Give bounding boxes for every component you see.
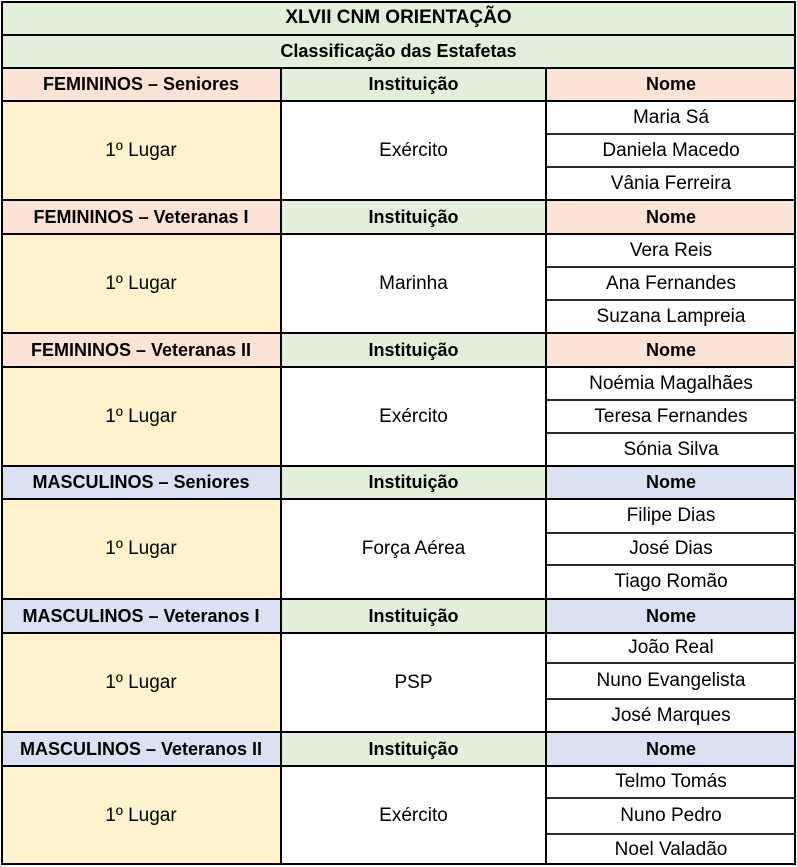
institution-header: Instituição [281, 200, 546, 234]
grid-line [546, 662, 796, 664]
grid-line [546, 266, 796, 268]
table-subtitle: Classificação das Estafetas [1, 35, 796, 68]
place-cell: 1º Lugar [1, 766, 281, 865]
name-header: Nome [546, 466, 796, 499]
grid-line [1, 465, 796, 467]
table-border-left [1, 1, 3, 865]
grid-line [1, 100, 796, 102]
athlete-name: Vera Reis [546, 234, 796, 267]
athlete-name: Filipe Dias [546, 499, 796, 533]
grid-line [1, 498, 796, 500]
results-table [1, 1, 796, 865]
athlete-name: Telmo Tomás [546, 766, 796, 798]
institution-cell: Exército [281, 101, 546, 200]
grid-line [1, 632, 796, 634]
grid-line [546, 166, 796, 168]
athlete-name: Nuno Evangelista [546, 663, 796, 699]
athlete-name: Vânia Ferreira [546, 167, 796, 200]
institution-header: Instituição [281, 599, 546, 633]
grid-line [546, 833, 796, 835]
grid-line [546, 797, 796, 799]
category-header: FEMININOS – Veteranas I [1, 200, 281, 234]
institution-cell: Força Aérea [281, 499, 546, 599]
place-cell: 1º Lugar [1, 101, 281, 200]
institution-header: Instituição [281, 68, 546, 101]
name-header: Nome [546, 68, 796, 101]
place-cell: 1º Lugar [1, 499, 281, 599]
athlete-name: João Real [546, 633, 796, 663]
institution-header: Instituição [281, 333, 546, 367]
table-title: XLVII CNM ORIENTAÇÃO [1, 1, 796, 35]
grid-line [280, 67, 282, 865]
athlete-name: Maria Sá [546, 101, 796, 134]
athlete-name: Daniela Macedo [546, 134, 796, 167]
grid-line [545, 67, 547, 865]
institution-header: Instituição [281, 732, 546, 766]
institution-cell: Exército [281, 766, 546, 865]
athlete-name: Suzana Lampreia [546, 300, 796, 333]
grid-line [1, 199, 796, 201]
name-header: Nome [546, 732, 796, 766]
institution-header: Instituição [281, 466, 546, 499]
athlete-name: Noel Valadão [546, 834, 796, 865]
grid-line [1, 765, 796, 767]
grid-line [1, 598, 796, 600]
grid-line [1, 731, 796, 733]
athlete-name: Nuno Pedro [546, 798, 796, 834]
grid-line [546, 698, 796, 700]
athlete-name: Sónia Silva [546, 433, 796, 466]
table-border-bottom [1, 863, 796, 865]
grid-line [1, 332, 796, 334]
place-cell: 1º Lugar [1, 234, 281, 333]
grid-line [546, 299, 796, 301]
place-cell: 1º Lugar [1, 633, 281, 732]
category-header: FEMININOS – Seniores [1, 68, 281, 101]
institution-cell: Marinha [281, 234, 546, 333]
grid-line [546, 432, 796, 434]
table-border-top [1, 1, 796, 3]
athlete-name: José Marques [546, 699, 796, 732]
grid-line [546, 564, 796, 566]
category-header: FEMININOS – Veteranas II [1, 333, 281, 367]
athlete-name: Tiago Romão [546, 565, 796, 599]
institution-cell: PSP [281, 633, 546, 732]
athlete-name: Ana Fernandes [546, 267, 796, 300]
grid-line [1, 233, 796, 235]
grid-line [1, 67, 796, 69]
place-cell: 1º Lugar [1, 367, 281, 466]
category-header: MASCULINOS – Veteranos II [1, 732, 281, 766]
grid-line [546, 133, 796, 135]
grid-line [1, 366, 796, 368]
grid-line [546, 399, 796, 401]
institution-cell: Exército [281, 367, 546, 466]
name-header: Nome [546, 333, 796, 367]
athlete-name: Teresa Fernandes [546, 400, 796, 433]
grid-line [1, 34, 796, 36]
category-header: MASCULINOS – Seniores [1, 466, 281, 499]
category-header: MASCULINOS – Veteranos I [1, 599, 281, 633]
name-header: Nome [546, 599, 796, 633]
athlete-name: José Dias [546, 533, 796, 565]
athlete-name: Noémia Magalhães [546, 367, 796, 400]
name-header: Nome [546, 200, 796, 234]
grid-line [546, 532, 796, 534]
